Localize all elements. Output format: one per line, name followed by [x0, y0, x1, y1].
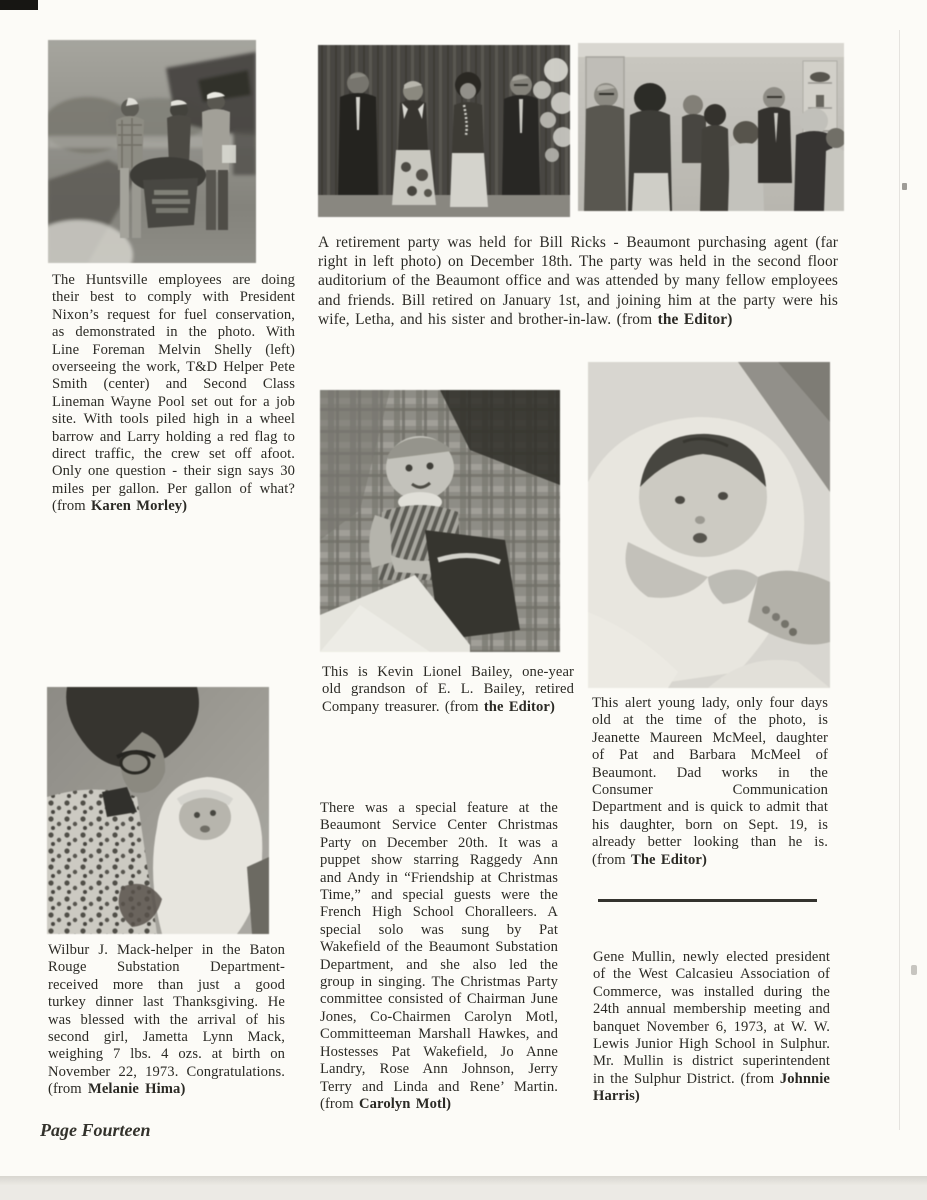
photo-baby-couch-art: [320, 390, 560, 652]
caption-body: Wilbur J. Mack-helper in the Baton Rouge Substation Department-received more than just a good turkey dinner last Thanksgiving. He was blessed with the arrival of his second girl, Jametta Lynn Mack, weighing 7 lbs. 4 ozs. at birth on November 22, 1973. Congratulations. (from: [48, 942, 285, 1098]
caption-body: Gene Mullin, newly elected president of the West Calcasieu Association of Commerce, was installed during the 24th annual membership meeting and banquet November 6, 1973, at W. W. Lewis Junior High School in Sulphur. Mr. Mullin is district superintendent in the Sulphur District. (from: [593, 949, 830, 1087]
section-divider-rule: [598, 899, 817, 902]
scan-mark-top-left: [0, 0, 38, 10]
photo-jeanette-mcmeel-baby: [588, 362, 830, 688]
page-number-footer: Page Fourteen: [40, 1120, 151, 1140]
scan-edge-line: [899, 30, 900, 1130]
caption-body: There was a special feature at the Beaumont Service Center Christmas Party on December 20th. It was a puppet show starring Raggedy Ann and Andy in “Friendship at Christmas Time,” and special guests were the French High School Choralleers. A special solo was sung by Pat Wakefield of the Beaumont Substation Department, and she also led the group in singing. The Christmas Party committee consisted of Chairman June Jones, Co-Chairmen Carolyn Motl, Committeeman Marshall Hawkes, and Hostesses Pat Wakefield, Jo Anne Landry, Rose Ann Johnson, Jerry Terry and Linda and Rene’ Martin. (from: [320, 800, 558, 1112]
caption-body: A retirement party was held for Bill Ricks - Beaumont purchasing agent (far right in left photo) on December 18th. The party was held in the second floor auditorium of the Beaumont office and was attended by many fellow employees and friends. Bill retired on January 1st, and joining him at the party were his wife, Letha, and his sister and brother-in-law. (from: [318, 234, 838, 328]
caption-wilbur-mack: [48, 942, 285, 1099]
page-bottom-edge-shadow: [0, 1176, 927, 1200]
caption-christmas-party: [320, 800, 558, 1113]
caption-body: The Huntsville employees are doing their best to comply with President Nixon’s request for fuel conservation, as demonstrated in the photo. With Line Foreman Melvin Shelly (left) overseeing the work, T&D Helper Pete Smith (center) and Second Class Lineman Wayne Pool set out for a job site. With tools piled high in a wheel barrow and Larry holding a red flag to direct traffic, the crew set off afoot. Only one question - their sign says 30 miles per gallon. Per gallon of what? (from: [52, 272, 295, 515]
caption-gene-mullin: [593, 949, 830, 1106]
photo-retirement-party-crowd: [578, 43, 844, 211]
caption-jeanette-mcmeel: [592, 695, 828, 869]
scan-speck: [911, 965, 917, 975]
caption-credit: the Editor): [483, 698, 555, 715]
scan-speck: [902, 183, 907, 190]
caption-kevin-bailey: [322, 664, 574, 716]
photo-man-baby-art: [47, 687, 269, 934]
photo-wilbur-mack-baby: [47, 687, 269, 934]
photo-kevin-bailey-baby: [320, 390, 560, 652]
caption-credit: Karen Morley): [90, 498, 188, 515]
photo-retirement-party-couples: [318, 45, 570, 217]
photo-linemen-art: [48, 40, 256, 263]
caption-retirement-party: [318, 233, 838, 329]
photo-huntsville-linemen: [48, 40, 256, 263]
caption-credit: Johnnie Harris): [593, 1070, 830, 1105]
photo-party-four-art: [318, 45, 570, 217]
caption-huntsville-crew: [52, 272, 295, 516]
caption-body: This is Kevin Lionel Bailey, one-year old grandson of E. L. Bailey, retired Company treasurer. (from: [322, 664, 574, 715]
caption-credit: the Editor): [657, 310, 733, 328]
caption-credit: Melanie Hima): [87, 1081, 186, 1098]
photo-baby-face-art: [588, 362, 830, 688]
photo-party-crowd-art: [578, 43, 844, 211]
caption-credit: The Editor): [630, 851, 707, 868]
caption-credit: Carolyn Motl): [358, 1095, 452, 1112]
caption-body: This alert young lady, only four days old at the time of the photo, is Jeanette Maureen McMeel, daughter of Pat and Barbara McMeel of Beaumont. Dad works in the Consumer Communication Department and is quick to admit that his daughter, born on Sept. 19, is already better looking than he is. (from: [592, 695, 828, 868]
